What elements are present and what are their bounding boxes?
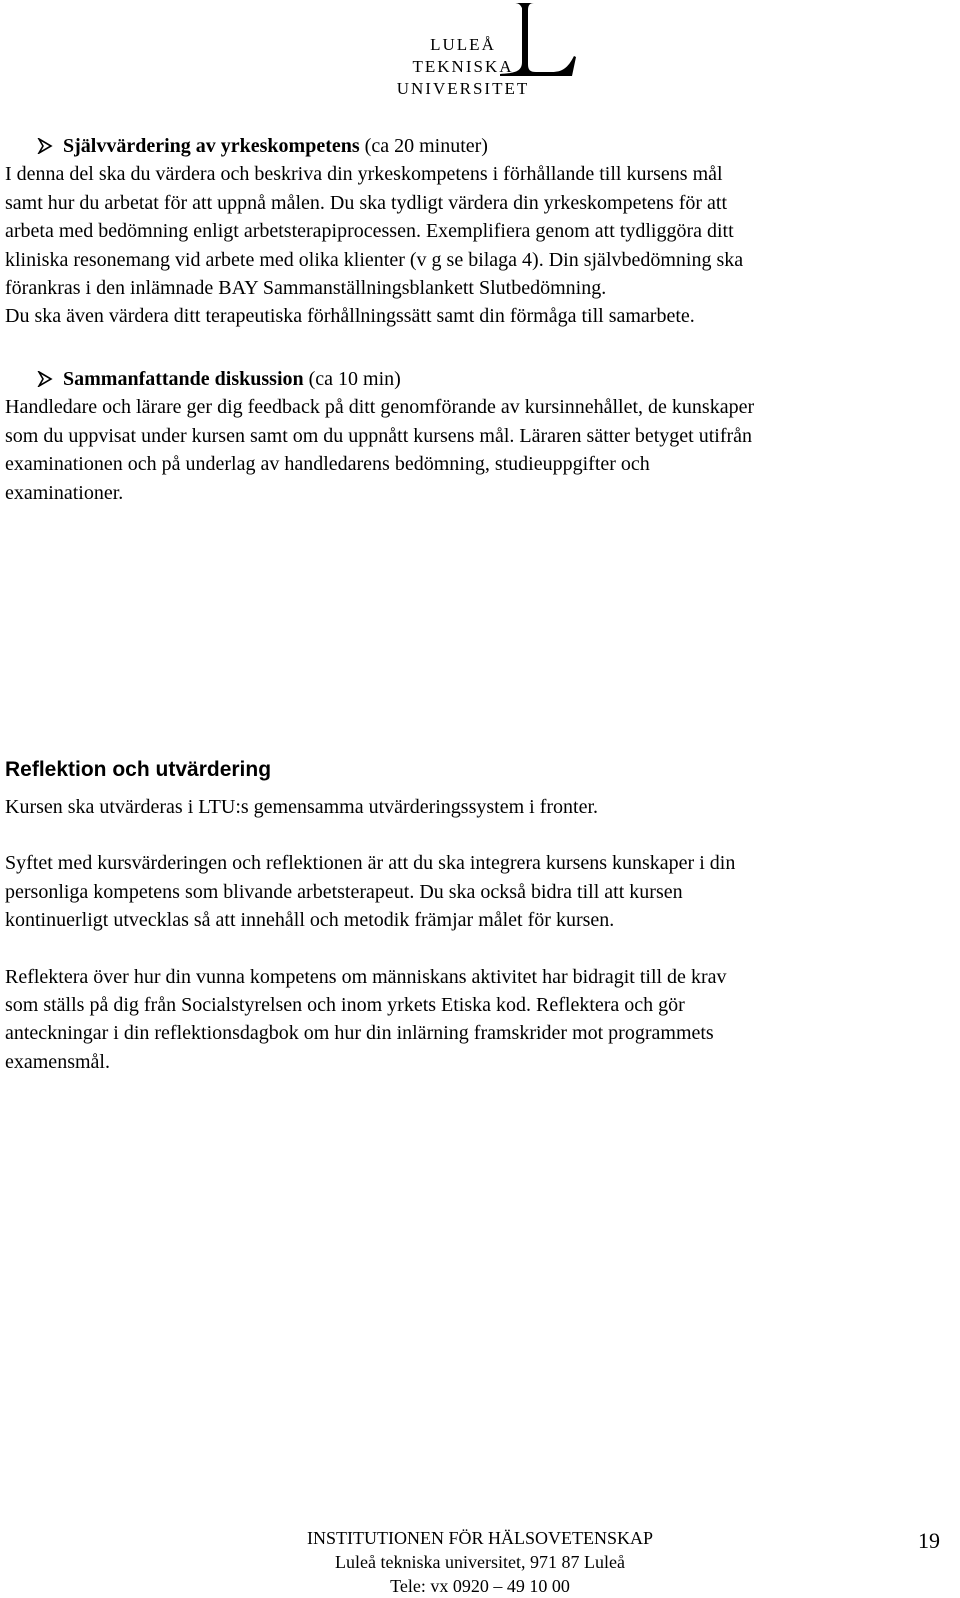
logo-line-3: UNIVERSITET	[396, 79, 530, 98]
discussion-line: som du uppvisat under kursen samt om du uppnått kursens mål. Läraren sätter betyget utifrån	[5, 424, 753, 447]
self-evaluation-line: förankras i den inlämnade BAY Sammanställningsblankett Slutbedömning.	[5, 277, 607, 300]
discussion-line: examinationen och på underlag av handledarens bedömning, studieuppgifter och	[5, 453, 650, 476]
discussion-line: examinationer.	[5, 481, 124, 504]
logo-line-1: LULEÅ	[430, 35, 496, 54]
logo-l-mark	[500, 2, 580, 78]
self-evaluation-duration: (ca 20 minuter)	[359, 135, 488, 157]
arrow-bullet-icon	[5, 365, 63, 393]
reflection-line: anteckningar i din reflektionsdagbok om hur din inlärning framskrider mot programmets	[5, 1022, 714, 1045]
footer-phone: Tele: vx 0920 – 49 10 00	[390, 1576, 570, 1596]
reflection-paragraph-1	[5, 793, 955, 821]
self-evaluation-heading-row	[5, 132, 955, 160]
footer-address: Luleå tekniska universitet, 971 87 Luleå	[335, 1552, 625, 1572]
reflection-paragraph-3	[5, 963, 955, 1077]
self-evaluation-line: arbeta med bedömning enligt arbetsterapiprocessen. Exemplifiera genom att tydliggöra ditt	[5, 220, 734, 243]
reflection-line: kontinuerligt utvecklas så att innehåll och metodik främjar målet för kursen.	[5, 909, 615, 932]
self-evaluation-line: samt hur du arbetat för att uppnå målen. Du ska tydligt värdera din yrkeskompetens för att	[5, 191, 728, 214]
discussion-line: Handledare och lärare ger dig feedback på ditt genomförande av kursinnehållet, de kunskaper	[5, 396, 755, 419]
discussion-duration: (ca 10 min)	[303, 368, 401, 390]
reflection-line: personliga kompetens som blivande arbetsterapeut. Du ska också bidra till att kursen	[5, 880, 683, 903]
discussion-title: Sammanfattande diskussion	[63, 368, 304, 390]
reflection-section	[5, 793, 955, 1104]
reflection-paragraph-2	[5, 849, 955, 934]
arrow-bullet-icon	[5, 132, 63, 160]
reflection-line: Syftet med kursvärderingen och reflektionen är att du ska integrera kursens kunskaper i din	[5, 852, 736, 875]
page-number: 19	[918, 1528, 940, 1553]
self-evaluation-section	[5, 132, 955, 331]
discussion-section	[5, 365, 955, 507]
self-evaluation-title: Självvärdering av yrkeskompetens	[63, 135, 360, 157]
footer-institution: INSTITUTIONEN FÖR HÄLSOVETENSKAP	[307, 1528, 653, 1548]
reflection-line: examensmål.	[5, 1050, 110, 1073]
self-evaluation-line: I denna del ska du värdera och beskriva din yrkeskompetens i förhållande till kursens mål	[5, 163, 723, 186]
discussion-heading-row	[5, 365, 955, 393]
reflection-line: Kursen ska utvärderas i LTU:s gemensamma utvärderingssystem i fronter.	[5, 796, 599, 818]
reflection-heading: Reflektion och utvärdering	[5, 758, 272, 781]
logo-line-2: TEKNISKA	[412, 57, 514, 76]
self-evaluation-line: kliniska resonemang vid arbete med olika klienter (v g se bilaga 4). Din självbedömning ska	[5, 248, 744, 271]
reflection-line: Reflektera över hur din vunna kompetens om människans aktivitet har bidragit till de krav	[5, 965, 727, 988]
reflection-line: som ställs på dig från Socialstyrelsen och inom yrkets Etiska kod. Reflektera och gör	[5, 994, 685, 1017]
university-logo	[378, 2, 588, 98]
self-evaluation-line: Du ska även värdera ditt terapeutiska förhållningssätt samt din förmåga till samarbete.	[5, 305, 695, 328]
